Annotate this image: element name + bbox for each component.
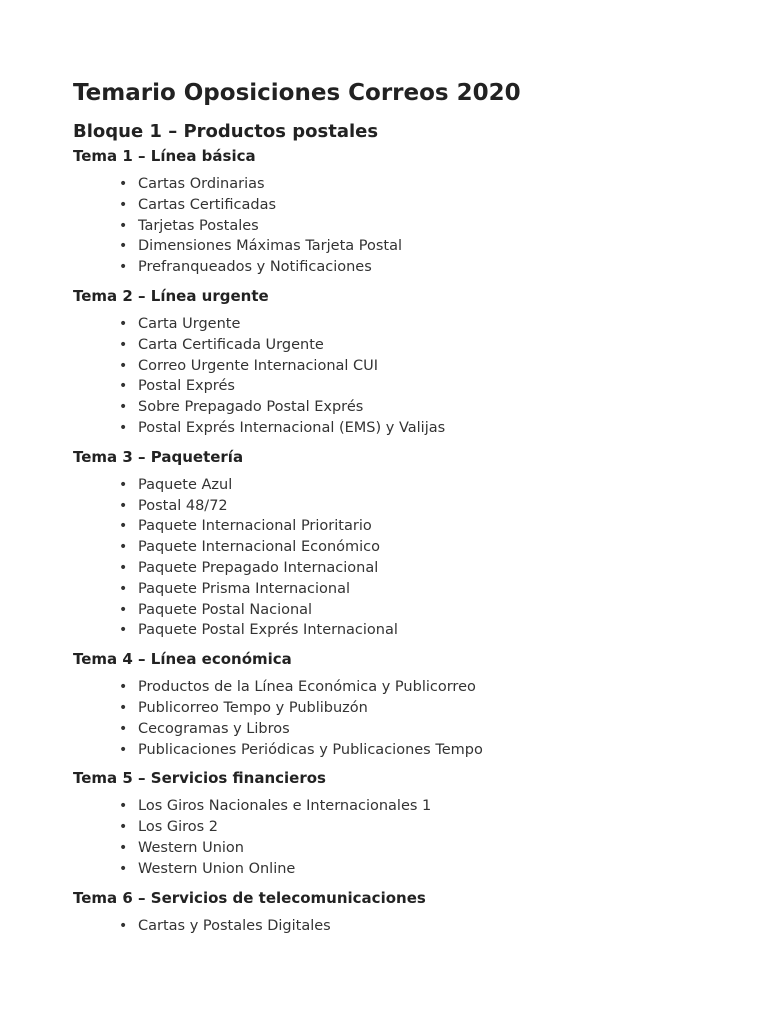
tema-section — [73, 888, 733, 937]
tema-title: Tema 2 – Línea urgente — [73, 286, 269, 305]
bullet-icon: • — [119, 860, 128, 877]
list-item — [119, 859, 733, 880]
list-item-text: Cartas Certificadas — [138, 196, 277, 213]
list-item-text: Cartas Ordinarias — [138, 176, 265, 192]
list-item — [119, 216, 733, 237]
bullet-icon: • — [119, 741, 128, 758]
bullet-icon: • — [119, 699, 128, 716]
list-item-text: Productos de la Línea Económica y Publicorreo — [138, 679, 476, 696]
list-item-text: Postal 48/72 — [138, 497, 228, 514]
bullet-icon: • — [119, 559, 128, 576]
bullet-icon: • — [119, 497, 128, 514]
tema-title: Tema 3 – Paquetería — [73, 447, 244, 466]
list-item-text: Paquete Azul — [138, 476, 233, 493]
bullet-icon: • — [119, 378, 128, 395]
tema-section — [73, 286, 733, 439]
list-item-text: Prefranqueados y Notificaciones — [138, 259, 372, 276]
list-item — [119, 174, 733, 195]
list-item — [119, 376, 733, 397]
bullet-icon: • — [119, 238, 128, 255]
tema-item-list — [73, 677, 733, 760]
list-item — [119, 195, 733, 216]
list-item-text: Paquete Postal Nacional — [138, 601, 313, 618]
list-item — [119, 600, 733, 621]
list-item — [119, 418, 733, 439]
bullet-icon: • — [119, 176, 128, 192]
list-item-text: Los Giros Nacionales e Internacionales 1 — [138, 798, 432, 815]
list-item — [119, 257, 733, 278]
list-item — [119, 740, 733, 761]
tema-item-list — [73, 916, 733, 937]
list-item — [119, 496, 733, 517]
block-title: Bloque 1 – Productos postales — [73, 121, 379, 142]
list-item — [119, 817, 733, 838]
temas-container — [73, 146, 733, 936]
list-item — [119, 314, 733, 335]
list-item-text: Western Union — [138, 839, 244, 856]
bullet-icon: • — [119, 622, 128, 639]
list-item — [119, 698, 733, 719]
list-item-text: Paquete Internacional Económico — [138, 539, 381, 556]
bullet-icon: • — [119, 798, 128, 815]
bullet-icon: • — [119, 419, 128, 436]
list-item-text: Correo Urgente Internacional CUI — [138, 357, 379, 374]
list-item-text: Paquete Prisma Internacional — [138, 580, 350, 597]
bullet-icon: • — [119, 819, 128, 836]
list-item — [119, 558, 733, 579]
tema-item-list — [73, 796, 733, 879]
bullet-icon: • — [119, 518, 128, 535]
list-item-text: Paquete Internacional Prioritario — [138, 518, 372, 535]
list-item — [119, 719, 733, 740]
list-item-text: Carta Certificada Urgente — [138, 336, 324, 353]
bullet-icon: • — [119, 217, 128, 234]
bullet-icon: • — [119, 679, 128, 696]
tema-title: Tema 5 – Servicios financieros — [73, 769, 326, 788]
list-item — [119, 796, 733, 817]
list-item-text: Publicorreo Tempo y Publibuzón — [138, 699, 368, 716]
tema-section — [73, 649, 733, 760]
tema-section — [73, 768, 733, 879]
list-item — [119, 579, 733, 600]
list-item — [119, 335, 733, 356]
list-item-text: Dimensiones Máximas Tarjeta Postal — [138, 238, 403, 255]
tema-item-list — [73, 314, 733, 439]
tema-item-list — [73, 475, 733, 641]
bullet-icon: • — [119, 839, 128, 856]
list-item-text: Carta Urgente — [138, 315, 241, 332]
bullet-icon: • — [119, 539, 128, 556]
list-item — [119, 475, 733, 496]
list-item-text: Cartas y Postales Digitales — [138, 917, 331, 934]
list-item — [119, 620, 733, 641]
tema-item-list — [73, 174, 733, 278]
list-item-text: Postal Exprés — [138, 378, 235, 395]
bullet-icon: • — [119, 580, 128, 597]
bullet-icon: • — [119, 357, 128, 374]
list-item-text: Publicaciones Periódicas y Publicaciones Tempo — [138, 741, 483, 758]
bullet-icon: • — [119, 720, 128, 737]
tema-title: Tema 4 – Línea económica — [73, 650, 292, 669]
bullet-icon: • — [119, 196, 128, 213]
list-item-text: Sobre Prepagado Postal Exprés — [138, 399, 364, 416]
bullet-icon: • — [119, 601, 128, 618]
list-item — [119, 236, 733, 257]
tema-section — [73, 146, 733, 278]
list-item-text: Western Union Online — [138, 860, 296, 877]
list-item — [119, 397, 733, 418]
list-item-text: Cecogramas y Libros — [138, 720, 290, 737]
document-title: Temario Oposiciones Correos 2020 — [73, 80, 521, 106]
tema-section — [73, 447, 733, 641]
list-item — [119, 677, 733, 698]
bullet-icon: • — [119, 399, 128, 416]
tema-title: Tema 1 – Línea básica — [73, 147, 256, 165]
list-item — [119, 516, 733, 537]
list-item — [119, 916, 733, 937]
list-item-text: Postal Exprés Internacional (EMS) y Valijas — [138, 419, 446, 436]
bullet-icon: • — [119, 315, 128, 332]
list-item — [119, 838, 733, 859]
tema-title: Tema 6 – Servicios de telecomunicaciones — [73, 888, 426, 907]
document-body — [73, 76, 733, 936]
bullet-icon: • — [119, 259, 128, 276]
list-item-text: Paquete Prepagado Internacional — [138, 559, 379, 576]
list-item-text: Paquete Postal Exprés Internacional — [138, 622, 398, 639]
list-item — [119, 356, 733, 377]
list-item-text: Tarjetas Postales — [138, 217, 259, 234]
bullet-icon: • — [119, 336, 128, 353]
list-item-text: Los Giros 2 — [138, 819, 219, 836]
list-item — [119, 537, 733, 558]
bullet-icon: • — [119, 917, 128, 934]
bullet-icon: • — [119, 476, 128, 493]
